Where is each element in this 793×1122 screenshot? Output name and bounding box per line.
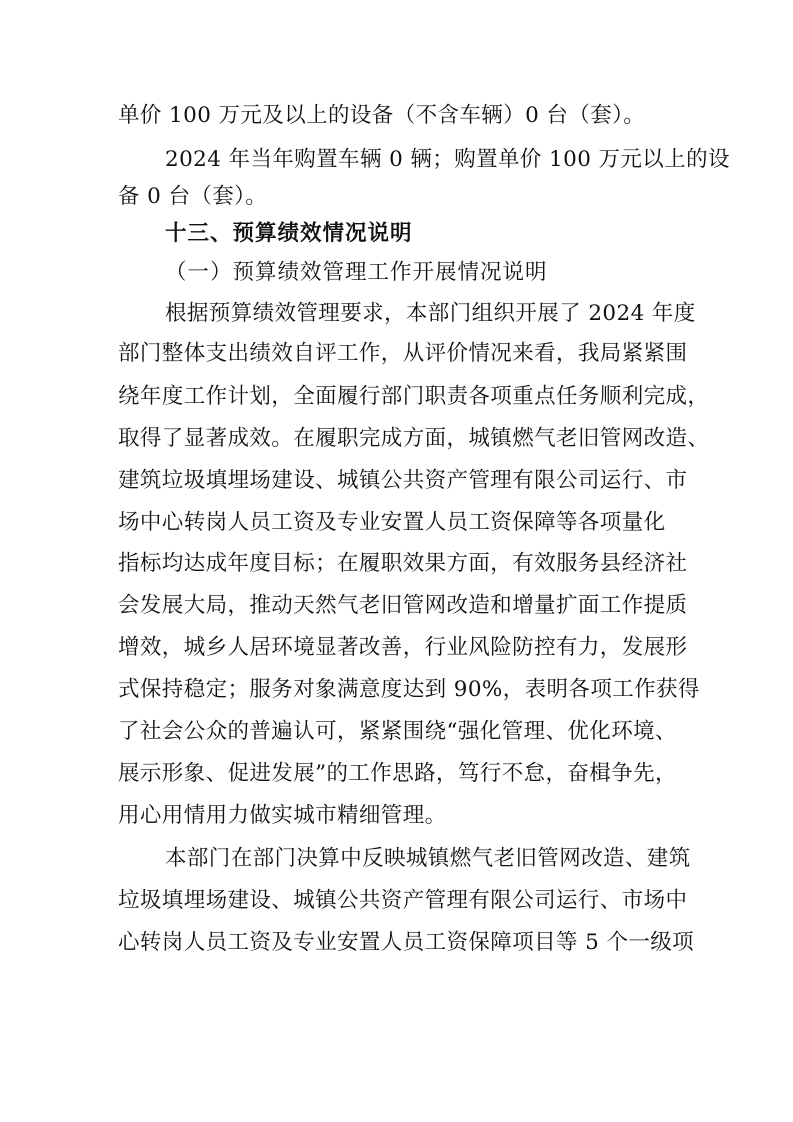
text-line-7: 部门整体支出绩效自评工作，从评价情况来看，我局紧紧围 (118, 341, 688, 366)
text-line-2: 2024 年当年购置车辆 0 辆；购置单价 100 万元以上的设 (165, 147, 730, 172)
text-line-21: 心转岗人员工资及专业安置人员工资保障项目等 5 个一级项 (118, 930, 695, 955)
text-line-9: 取得了显著成效。在履职完成方面，城镇燃气老旧管网改造、 (118, 426, 710, 451)
text-line-17: 展示形象、促进发展”的工作思路，笃行不怠，奋楫争先， (118, 761, 677, 786)
text-line-10: 建筑垃圾填埋场建设、城镇公共资产管理有限公司运行、市 (118, 468, 688, 493)
subsection-heading: （一）预算绩效管理工作开展情况说明 (165, 260, 548, 285)
text-line-13: 会发展大局，推动天然气老旧管网改造和增量扩面工作提质 (118, 593, 688, 618)
text-line-20: 垃圾填埋场建设、城镇公共资产管理有限公司运行、市场中 (118, 888, 688, 913)
text-line-14: 增效，城乡人居环境显著改善，行业风险防控有力，发展形 (118, 635, 688, 660)
text-line-19: 本部门在部门决算中反映城镇燃气老旧管网改造、建筑 (165, 846, 691, 871)
text-line-3: 备 0 台（套）。 (118, 184, 268, 209)
text-line-11: 场中心转岗人员工资及专业安置人员工资保障等各项量化 (118, 510, 666, 535)
text-line-16: 了社会公众的普遍认可，紧紧围绕“强化管理、优化环境、 (118, 719, 677, 744)
text-line-6: 根据预算绩效管理要求，本部门组织开展了 2024 年度 (165, 301, 696, 326)
text-line-8: 绕年度工作计划，全面履行部门职责各项重点任务顺利完成， (118, 384, 710, 409)
text-line-1: 单价 100 万元及以上的设备（不含车辆）0 台（套）。 (118, 103, 646, 128)
text-line-12: 指标均达成年度目标；在履职效果方面，有效服务县经济社 (118, 551, 688, 576)
text-line-18: 用心用情用力做实城市精细管理。 (118, 803, 447, 828)
section-heading: 十三、预算绩效情况说明 (165, 221, 413, 246)
text-line-15: 式保持稳定；服务对象满意度达到 90%，表明各项工作获得 (118, 677, 700, 702)
